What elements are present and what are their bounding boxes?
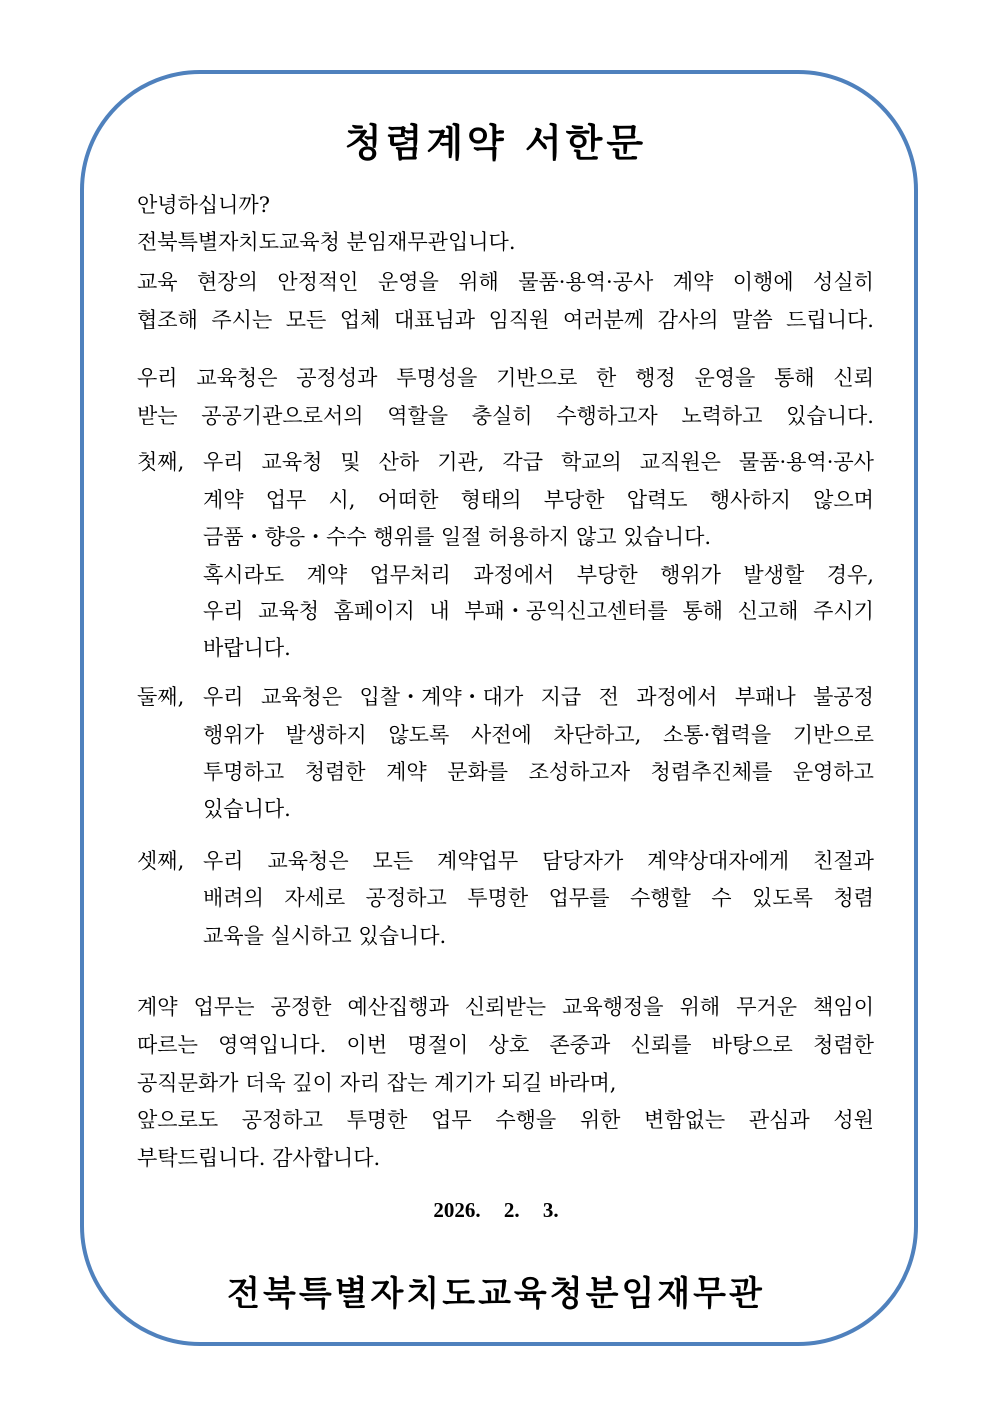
word: 이번 — [346, 1033, 388, 1057]
word: 및 — [340, 450, 361, 474]
word: 전 — [598, 685, 619, 709]
item-label-second: 둘째, — [137, 685, 185, 709]
word: 받는 — [137, 404, 178, 428]
word: 시, — [328, 488, 356, 512]
word: 성원 — [833, 1108, 874, 1132]
word: 기반으로 — [496, 366, 578, 390]
word: 주시기 — [813, 599, 874, 623]
word: 교육 — [137, 270, 178, 294]
word: 우리 — [203, 450, 244, 474]
word: 입찰・계약・대가 — [359, 685, 524, 709]
word: 모든 — [372, 849, 414, 873]
word: 수행할 — [629, 886, 691, 910]
word: 부패・공익신고센터를 — [464, 599, 668, 623]
item-second-body — [203, 682, 874, 824]
word: 업체 — [339, 308, 381, 332]
word: 발생하지 — [285, 723, 367, 747]
word: 한 — [596, 366, 617, 390]
word: 위해 — [679, 995, 721, 1019]
word: 계약상대자에게 — [647, 849, 790, 873]
word: 투명성을 — [396, 366, 478, 390]
word: 홈페이지 — [333, 599, 415, 623]
word: 신뢰 — [833, 366, 874, 390]
word: 청렴한 — [304, 760, 366, 784]
word: 청렴추진체를 — [650, 760, 773, 784]
word: 운영을 — [694, 366, 756, 390]
word: 과정에서 — [636, 685, 718, 709]
item-line — [203, 682, 874, 712]
word: 행사하지 — [709, 488, 791, 512]
word: 감사의 — [657, 308, 719, 332]
word: 수 — [711, 886, 732, 910]
word: 담당자가 — [542, 849, 624, 873]
word: 있습니다. — [786, 404, 874, 428]
word: 기관, — [437, 450, 485, 474]
word: 우리 — [203, 685, 244, 709]
word: 기반으로 — [792, 723, 874, 747]
word: 우리 — [203, 599, 244, 623]
word: 업무를 — [548, 886, 610, 910]
paragraph-line — [137, 401, 874, 431]
word: 소통·협력을 — [663, 723, 772, 747]
word: 통해 — [682, 599, 724, 623]
word: 업무처리 — [369, 563, 451, 587]
word: 존중과 — [549, 1033, 611, 1057]
word: 계약 — [306, 563, 348, 587]
item-line — [203, 560, 874, 590]
word: 혹시라도 — [203, 563, 285, 587]
paragraph-line — [137, 305, 874, 335]
word: 협조해 — [137, 308, 198, 332]
word: 과정에서 — [473, 563, 555, 587]
closing-line: 부탁드립니다. 감사합니다. — [137, 1146, 381, 1170]
item-first-body — [203, 447, 874, 663]
document-title: 청렴계약 서한문 — [344, 121, 648, 165]
item-label-third: 셋째, — [137, 849, 185, 873]
word: 내 — [429, 599, 450, 623]
word: 신뢰받는 — [464, 995, 547, 1019]
word: 드립니다. — [786, 308, 874, 332]
word: 우리 — [203, 849, 244, 873]
word: 자세로 — [284, 886, 346, 910]
word: 임직원 — [488, 308, 550, 332]
word: 교육청은 — [260, 685, 343, 709]
word: 영역입니다. — [218, 1033, 327, 1057]
word: 사전에 — [470, 723, 532, 747]
word: 청렴한 — [813, 1033, 874, 1057]
word: 교육청 — [258, 599, 320, 623]
item-line: 있습니다. — [203, 797, 291, 821]
word: 지급 — [540, 685, 582, 709]
word: 교육청은 — [196, 366, 278, 390]
word: 운영을 — [377, 270, 439, 294]
word: 교육행정을 — [562, 995, 664, 1019]
word: 어떠한 — [377, 488, 439, 512]
closing-line — [137, 1105, 874, 1135]
word: 충실히 — [471, 404, 533, 428]
word: 여러분께 — [562, 308, 645, 332]
word: 말씀 — [732, 308, 773, 332]
word: 조성하고자 — [528, 760, 631, 784]
word: 계약 — [203, 488, 244, 512]
word: 물품·용역·공사 — [738, 450, 874, 474]
word: 압력도 — [626, 488, 688, 512]
word: 상호 — [488, 1033, 530, 1057]
paragraph-1 — [137, 267, 874, 335]
item-line — [203, 447, 874, 477]
word: 교육청 — [261, 450, 323, 474]
word: 배려의 — [203, 886, 264, 910]
word: 현장의 — [197, 270, 258, 294]
word: 업무 — [265, 488, 307, 512]
word: 책임이 — [813, 995, 874, 1019]
word: 부당한 — [543, 488, 605, 512]
word: 위해 — [458, 270, 499, 294]
word: 신뢰를 — [630, 1033, 692, 1057]
word: 모든 — [285, 308, 327, 332]
word: 차단하고, — [553, 723, 642, 747]
word: 행위가 — [203, 723, 264, 747]
item-line — [203, 596, 874, 626]
word: 친절과 — [813, 849, 874, 873]
word: 계약 — [137, 995, 178, 1019]
word: 물품·용역·공사 — [518, 270, 654, 294]
word: 부패나 — [734, 685, 796, 709]
word: 학교의 — [560, 450, 622, 474]
word: 수행하고자 — [556, 404, 658, 428]
word: 업무는 — [193, 995, 255, 1019]
word: 업무 — [431, 1108, 472, 1132]
word: 역할을 — [387, 404, 449, 428]
word: 주시는 — [211, 308, 273, 332]
word: 안정적인 — [277, 270, 359, 294]
item-third-body — [203, 846, 874, 951]
word: 부당한 — [576, 563, 638, 587]
word: 수행을 — [495, 1108, 557, 1132]
word: 노력하고 — [681, 404, 763, 428]
item-label-first: 첫째, — [137, 450, 185, 474]
word: 계약 — [386, 760, 427, 784]
word: 공정하고 — [365, 886, 447, 910]
greeting: 안녕하십니까? — [137, 193, 270, 217]
word: 불공정 — [813, 685, 874, 709]
word: 투명한 — [467, 886, 529, 910]
paragraph-2 — [137, 363, 874, 431]
word: 있도록 — [752, 886, 813, 910]
word: 발생할 — [743, 563, 805, 587]
word: 운영하고 — [792, 760, 874, 784]
item-line: 교육을 실시하고 있습니다. — [203, 924, 447, 948]
document-date: 2026. 2. 3. — [433, 1198, 559, 1222]
word: 공정한 — [270, 995, 332, 1019]
word: 성실히 — [813, 270, 874, 294]
closing-paragraph — [137, 992, 874, 1173]
item-line — [203, 883, 874, 913]
item-line: 바랍니다. — [203, 636, 291, 660]
word: 행위가 — [660, 563, 721, 587]
word: 청렴 — [833, 886, 874, 910]
word: 형태의 — [460, 488, 522, 512]
word: 우리 — [137, 366, 178, 390]
item-line — [203, 757, 874, 787]
signature-organization: 전북특별자치도교육청분임재무관 — [227, 1274, 765, 1314]
item-line — [203, 846, 874, 876]
item-line — [203, 720, 874, 750]
word: 계약업무 — [437, 849, 519, 873]
word: 산하 — [378, 450, 420, 474]
word: 이행에 — [732, 270, 794, 294]
word: 통해 — [774, 366, 815, 390]
item-line: 금품・향응・수수 행위를 일절 허용하지 않고 있습니다. — [203, 525, 712, 549]
word: 명절이 — [407, 1033, 469, 1057]
word: 문화를 — [447, 760, 509, 784]
word: 관심과 — [748, 1108, 810, 1132]
word: 투명한 — [346, 1108, 408, 1132]
word: 각급 — [502, 450, 543, 474]
word: 교육청은 — [267, 849, 349, 873]
word: 공정하고 — [241, 1108, 323, 1132]
word: 행정 — [635, 366, 676, 390]
word: 예산집행과 — [347, 995, 449, 1019]
closing-line: 공직문화가 더욱 깊이 자리 잡는 계기가 되길 바라며, — [137, 1071, 617, 1095]
word: 따르는 — [137, 1033, 198, 1057]
word: 공정성과 — [296, 366, 378, 390]
paragraph-line — [137, 363, 874, 393]
word: 계약 — [672, 270, 714, 294]
word: 변함없는 — [644, 1108, 726, 1132]
paragraph-line — [137, 267, 874, 297]
word: 대표님과 — [393, 308, 476, 332]
word: 교직원은 — [639, 450, 721, 474]
word: 공공기관으로서의 — [201, 404, 364, 428]
word: 무거운 — [736, 995, 798, 1019]
word: 않으며 — [813, 488, 874, 512]
word: 위한 — [579, 1108, 621, 1132]
word: 바탕으로 — [711, 1033, 793, 1057]
word: 신고해 — [737, 599, 799, 623]
closing-line — [137, 1030, 874, 1060]
closing-line — [137, 992, 874, 1022]
word: 않도록 — [388, 723, 450, 747]
word: 투명하고 — [203, 760, 285, 784]
item-line — [203, 485, 874, 515]
word: 경우, — [826, 563, 874, 587]
word: 앞으로도 — [137, 1108, 219, 1132]
intro: 전북특별자치도교육청 분임재무관입니다. — [137, 230, 516, 254]
